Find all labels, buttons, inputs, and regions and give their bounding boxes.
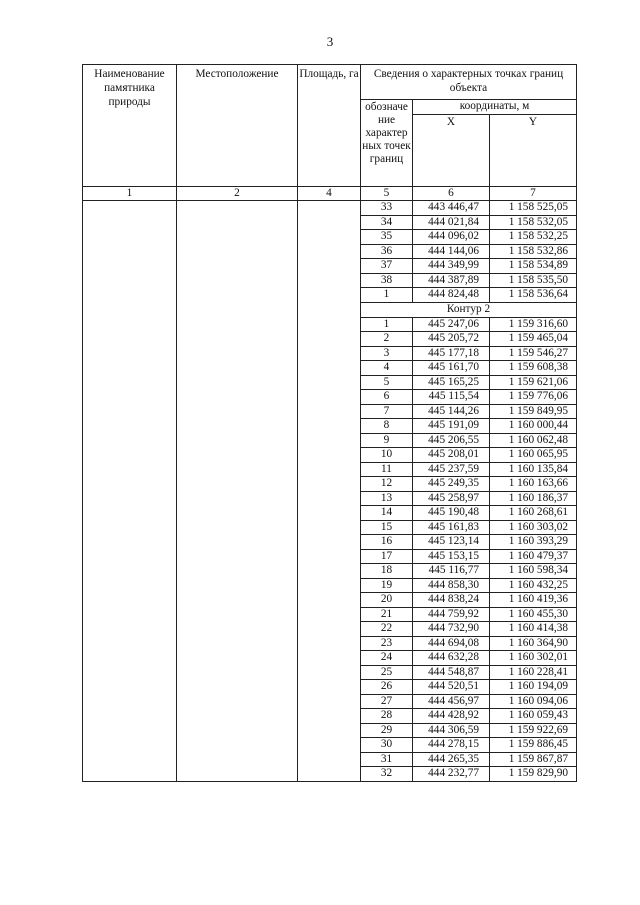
column-number: 6 xyxy=(413,187,490,201)
coord-y: 1 160 059,43 xyxy=(490,709,577,724)
point-number: 7 xyxy=(361,404,413,419)
point-number: 14 xyxy=(361,506,413,521)
column-number: 4 xyxy=(298,187,361,201)
coord-y: 1 160 268,61 xyxy=(490,506,577,521)
coord-x: 444 096,02 xyxy=(413,230,490,245)
coord-x: 445 161,70 xyxy=(413,361,490,376)
coord-y: 1 160 228,41 xyxy=(490,665,577,680)
coord-x: 445 205,72 xyxy=(413,332,490,347)
boundary-points-table xyxy=(82,64,577,782)
coord-x: 445 165,25 xyxy=(413,375,490,390)
coord-x: 444 349,99 xyxy=(413,259,490,274)
name-cell xyxy=(83,201,177,782)
header-y: Y xyxy=(490,115,577,187)
column-numbers-row xyxy=(83,187,577,201)
coord-y: 1 160 000,44 xyxy=(490,419,577,434)
coord-y: 1 158 525,05 xyxy=(490,201,577,216)
point-number: 28 xyxy=(361,709,413,724)
point-number: 11 xyxy=(361,462,413,477)
coord-x: 444 548,87 xyxy=(413,665,490,680)
location-cell xyxy=(177,201,298,782)
point-number: 6 xyxy=(361,390,413,405)
point-number: 8 xyxy=(361,419,413,434)
point-number: 31 xyxy=(361,752,413,767)
point-number: 32 xyxy=(361,767,413,782)
point-number: 25 xyxy=(361,665,413,680)
coord-y: 1 159 608,38 xyxy=(490,361,577,376)
coord-x: 444 387,89 xyxy=(413,273,490,288)
coord-y: 1 160 455,30 xyxy=(490,607,577,622)
point-number: 19 xyxy=(361,578,413,593)
coord-y: 1 159 849,95 xyxy=(490,404,577,419)
coord-x: 444 632,28 xyxy=(413,651,490,666)
coord-y: 1 160 598,34 xyxy=(490,564,577,579)
coord-y: 1 160 479,37 xyxy=(490,549,577,564)
coord-x: 444 858,30 xyxy=(413,578,490,593)
point-number: 3 xyxy=(361,346,413,361)
column-number: 1 xyxy=(83,187,177,201)
column-number: 2 xyxy=(177,187,298,201)
coord-x: 444 278,15 xyxy=(413,738,490,753)
point-number: 9 xyxy=(361,433,413,448)
point-number: 27 xyxy=(361,694,413,709)
point-number: 30 xyxy=(361,738,413,753)
coord-x: 444 265,35 xyxy=(413,752,490,767)
coord-x: 444 838,24 xyxy=(413,593,490,608)
coord-y: 1 158 536,64 xyxy=(490,288,577,303)
coord-x: 445 153,15 xyxy=(413,549,490,564)
point-number: 15 xyxy=(361,520,413,535)
coord-x: 444 232,77 xyxy=(413,767,490,782)
coord-y: 1 160 414,38 xyxy=(490,622,577,637)
coord-x: 445 190,48 xyxy=(413,506,490,521)
coord-y: 1 160 062,48 xyxy=(490,433,577,448)
coord-y: 1 160 432,25 xyxy=(490,578,577,593)
point-number: 26 xyxy=(361,680,413,695)
coord-y: 1 159 776,06 xyxy=(490,390,577,405)
point-number: 24 xyxy=(361,651,413,666)
coord-y: 1 158 532,05 xyxy=(490,215,577,230)
header-point-label: обозначе ние характер ных точек границ xyxy=(361,100,413,187)
point-number: 38 xyxy=(361,273,413,288)
coord-x: 445 206,55 xyxy=(413,433,490,448)
point-number: 37 xyxy=(361,259,413,274)
coord-y: 1 160 135,84 xyxy=(490,462,577,477)
coord-x: 444 428,92 xyxy=(413,709,490,724)
coord-y: 1 159 922,69 xyxy=(490,723,577,738)
header-points-info: Сведения о характерных точках границ объекта xyxy=(361,65,577,100)
coord-x: 445 177,18 xyxy=(413,346,490,361)
column-number: 5 xyxy=(361,187,413,201)
coord-y: 1 160 302,01 xyxy=(490,651,577,666)
coord-x: 445 161,83 xyxy=(413,520,490,535)
coord-x: 445 208,01 xyxy=(413,448,490,463)
coord-x: 445 191,09 xyxy=(413,419,490,434)
point-number: 23 xyxy=(361,636,413,651)
point-number: 36 xyxy=(361,244,413,259)
header-coordinates: координаты, м xyxy=(413,100,577,115)
point-number: 4 xyxy=(361,361,413,376)
coord-x: 444 306,59 xyxy=(413,723,490,738)
point-number: 35 xyxy=(361,230,413,245)
column-number: 7 xyxy=(490,187,577,201)
point-number: 18 xyxy=(361,564,413,579)
coord-x: 444 456,97 xyxy=(413,694,490,709)
coord-y: 1 159 546,27 xyxy=(490,346,577,361)
header-x: X xyxy=(413,115,490,187)
coord-y: 1 159 621,06 xyxy=(490,375,577,390)
page-number: 3 xyxy=(326,34,334,49)
point-number: 12 xyxy=(361,477,413,492)
coord-x: 445 247,06 xyxy=(413,317,490,332)
coord-y: 1 158 532,25 xyxy=(490,230,577,245)
coord-x: 444 144,06 xyxy=(413,244,490,259)
area-cell xyxy=(298,201,361,782)
coord-x: 444 021,84 xyxy=(413,215,490,230)
coord-x: 445 123,14 xyxy=(413,535,490,550)
coord-y: 1 160 419,36 xyxy=(490,593,577,608)
point-number: 16 xyxy=(361,535,413,550)
point-number: 2 xyxy=(361,332,413,347)
coord-y: 1 160 194,09 xyxy=(490,680,577,695)
point-number: 20 xyxy=(361,593,413,608)
coord-x: 445 249,35 xyxy=(413,477,490,492)
header-location: Местоположение xyxy=(177,65,298,187)
coord-y: 1 160 303,02 xyxy=(490,520,577,535)
point-number: 34 xyxy=(361,215,413,230)
coord-y: 1 158 535,50 xyxy=(490,273,577,288)
point-number: 10 xyxy=(361,448,413,463)
coord-x: 444 759,92 xyxy=(413,607,490,622)
coord-x: 445 237,59 xyxy=(413,462,490,477)
coord-y: 1 159 867,87 xyxy=(490,752,577,767)
coord-y: 1 158 534,89 xyxy=(490,259,577,274)
coord-y: 1 160 186,37 xyxy=(490,491,577,506)
coord-y: 1 159 886,45 xyxy=(490,738,577,753)
coord-x: 445 115,54 xyxy=(413,390,490,405)
coord-y: 1 160 364,90 xyxy=(490,636,577,651)
coord-y: 1 160 094,06 xyxy=(490,694,577,709)
point-number: 13 xyxy=(361,491,413,506)
header-name: Наименование памятника природы xyxy=(83,65,177,187)
point-number: 22 xyxy=(361,622,413,637)
point-number: 1 xyxy=(361,317,413,332)
point-number: 29 xyxy=(361,723,413,738)
header-row xyxy=(83,65,577,100)
coord-x: 444 694,08 xyxy=(413,636,490,651)
point-number: 33 xyxy=(361,201,413,216)
point-number: 5 xyxy=(361,375,413,390)
point-number: 1 xyxy=(361,288,413,303)
coord-y: 1 158 532,86 xyxy=(490,244,577,259)
coord-x: 444 520,51 xyxy=(413,680,490,695)
coord-x: 445 116,77 xyxy=(413,564,490,579)
table-row xyxy=(83,201,577,216)
coord-y: 1 160 065,95 xyxy=(490,448,577,463)
coord-y: 1 160 393,29 xyxy=(490,535,577,550)
coord-x: 445 144,26 xyxy=(413,404,490,419)
coord-x: 443 446,47 xyxy=(413,201,490,216)
coord-y: 1 159 829,90 xyxy=(490,767,577,782)
coord-y: 1 159 316,60 xyxy=(490,317,577,332)
coord-y: 1 160 163,66 xyxy=(490,477,577,492)
point-number: 21 xyxy=(361,607,413,622)
contour-label: Контур 2 xyxy=(361,302,577,317)
point-number: 17 xyxy=(361,549,413,564)
coord-x: 444 732,90 xyxy=(413,622,490,637)
coord-x: 444 824,48 xyxy=(413,288,490,303)
header-area: Площадь, га xyxy=(298,65,361,187)
coord-y: 1 159 465,04 xyxy=(490,332,577,347)
coord-x: 445 258,97 xyxy=(413,491,490,506)
